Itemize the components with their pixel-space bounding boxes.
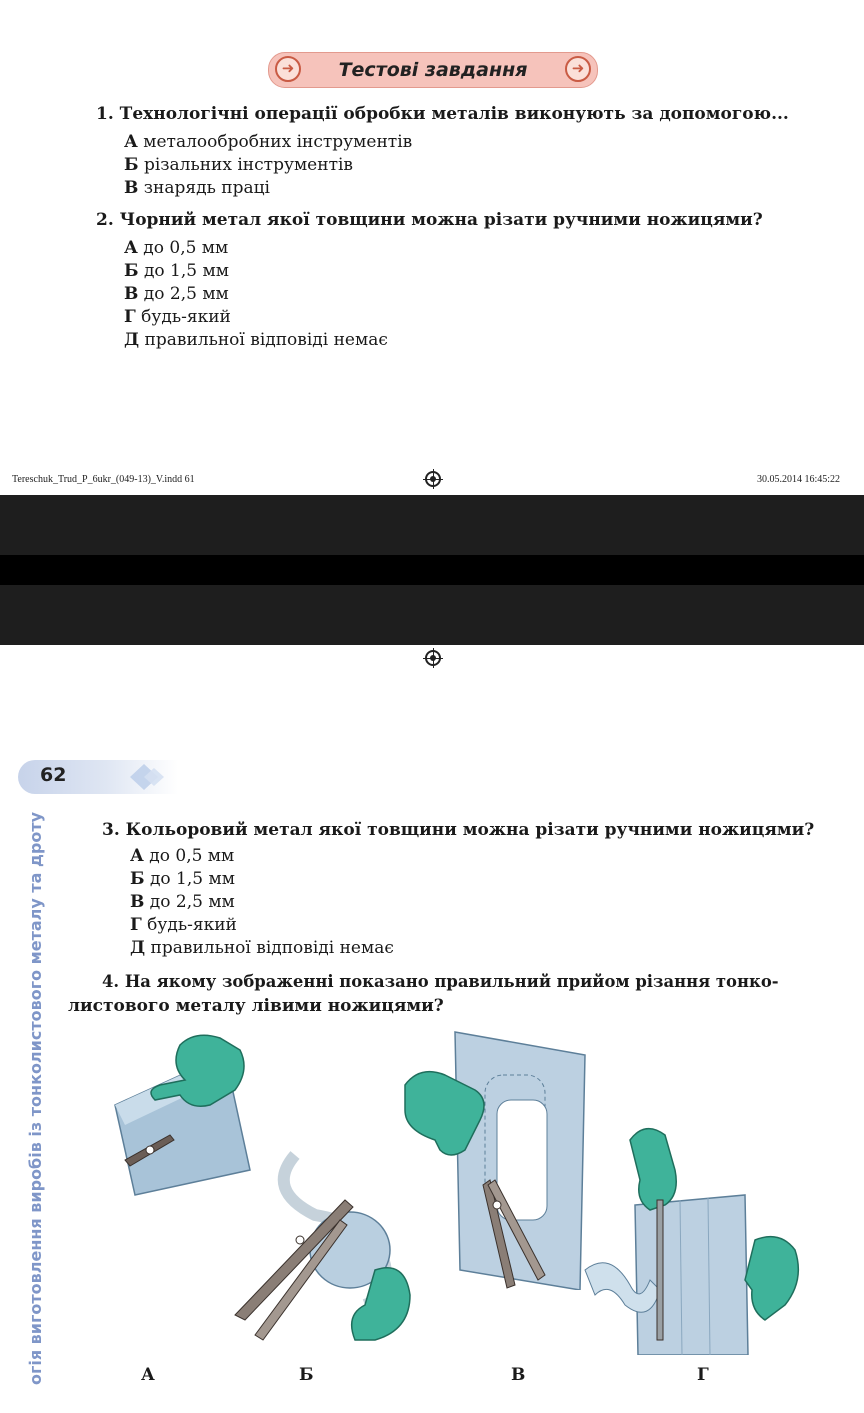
- question-3-option-c: В до 2,5 мм: [130, 892, 235, 912]
- slug-datetime: 30.05.2014 16:45:22: [757, 474, 841, 485]
- registration-mark-icon: [425, 471, 441, 487]
- decor-diamond-icon: [110, 758, 180, 796]
- dark-band-1: [0, 495, 864, 555]
- figure-label-v: В: [511, 1365, 526, 1385]
- question-3-option-e: Д правильної відповіді немає: [130, 938, 394, 958]
- section-title: Тестові завдання: [338, 59, 528, 81]
- question-4-line-2: листового металу лівими ножицями?: [68, 996, 444, 1016]
- question-2-text: 2. Чорний метал якої товщини можна різати ручними ножицями?: [96, 210, 763, 230]
- slug-filename: Tereschuk_Trud_P_6ukr_(049-13)_V.indd 61: [12, 474, 195, 485]
- figure-v-illustration: [395, 1030, 595, 1290]
- question-2-option-c: В до 2,5 мм: [124, 284, 229, 304]
- question-3-option-a: А до 0,5 мм: [130, 846, 235, 866]
- figure-label-b: Б: [299, 1365, 314, 1385]
- question-1-option-b: Б різальних інструментів: [124, 155, 353, 175]
- arrow-right-icon: ➜: [565, 56, 591, 82]
- question-2-option-e: Д правильної відповіді немає: [124, 330, 388, 350]
- question-2-option-d: Г будь-який: [124, 307, 231, 327]
- question-1-text: 1. Технологічні операції обробки металів виконують за допомогою...: [96, 104, 789, 124]
- question-4-line-1: 4. На якому зображенні показано правильний прийом різання тонко-: [102, 972, 779, 991]
- section-banner: [268, 52, 598, 88]
- page-number: 62: [40, 764, 67, 786]
- figure-label-g: Г: [697, 1365, 709, 1385]
- side-chapter-title: огія виготовлення виробів із тонколистового металу та дроту: [26, 811, 45, 1385]
- figure-g-illustration: [580, 1120, 810, 1355]
- question-1-option-a: А металообробних інструментів: [124, 132, 413, 152]
- question-3-text: 3. Кольоровий метал якої товщини можна різати ручними ножицями?: [102, 820, 815, 840]
- question-1-option-c: В знарядь праці: [124, 178, 270, 198]
- question-3-option-d: Г будь-який: [130, 915, 237, 935]
- dark-band-3: [0, 585, 864, 645]
- dark-band-2: [0, 555, 864, 585]
- registration-mark-icon: [425, 650, 441, 666]
- question-2-option-a: А до 0,5 мм: [124, 238, 229, 258]
- question-3-option-b: Б до 1,5 мм: [130, 869, 235, 889]
- page-61: [0, 0, 864, 495]
- figure-label-a: А: [141, 1365, 155, 1385]
- question-2-option-b: Б до 1,5 мм: [124, 261, 229, 281]
- arrow-left-icon: ➜: [275, 56, 301, 82]
